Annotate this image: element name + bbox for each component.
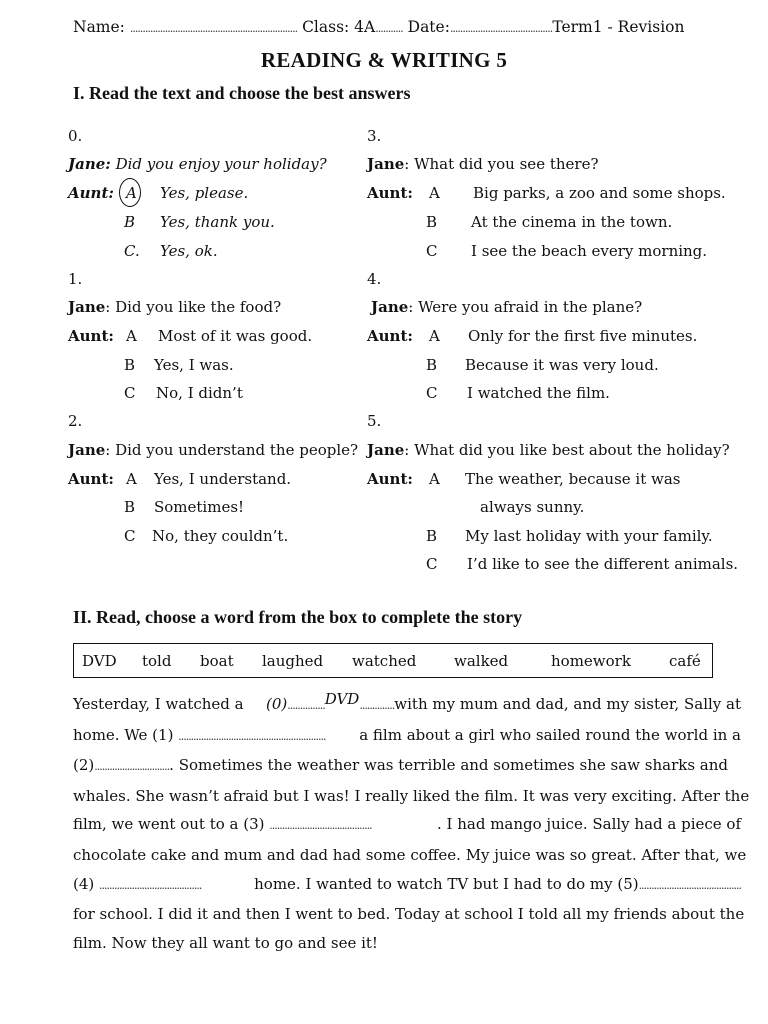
word-boat[interactable]: boat bbox=[200, 652, 234, 670]
q5-option-b-letter: B bbox=[426, 527, 438, 545]
q4-option-b-letter: B bbox=[426, 356, 438, 374]
word-watched[interactable]: watched bbox=[352, 652, 417, 670]
q1-question: Did you like the food? bbox=[115, 298, 282, 316]
section-1-heading: I. Read the text and choose the best answers bbox=[73, 83, 411, 103]
q4-option-a[interactable]: Only for the first five minutes. bbox=[468, 327, 698, 345]
q0-option-b[interactable]: Yes, thank you. bbox=[160, 213, 275, 231]
q0-question-line: Jane: Did you enjoy your holiday? bbox=[68, 155, 327, 173]
story-line: whales. She wasn’t afraid but I was! I really liked the film. It was very exciting. After the bbox=[73, 786, 750, 805]
word-walked[interactable]: walked bbox=[454, 652, 509, 670]
story-line: for school. I did it and then I went to bed. Today at school I told all my friends about the bbox=[73, 905, 745, 924]
page-title: READING & WRITING 5 bbox=[260, 48, 508, 72]
q1-option-b-letter: B bbox=[124, 356, 136, 374]
aunt-speaker: Aunt: bbox=[367, 470, 413, 488]
blank-1[interactable]: ........................................................... bbox=[178, 729, 326, 743]
blank-4[interactable]: ......................................... bbox=[99, 878, 202, 892]
aunt-speaker: Aunt: bbox=[367, 184, 413, 202]
q1-option-b[interactable]: Yes, I was. bbox=[154, 356, 234, 374]
story-line: home. We (1) ........................................................... a film about a girl who sailed round the world in a bbox=[73, 725, 741, 744]
q2-option-c[interactable]: No, they couldn’t. bbox=[152, 527, 289, 545]
word-homework[interactable]: homework bbox=[551, 652, 631, 670]
q1-question-line: Jane: Did you like the food? bbox=[68, 298, 282, 316]
q0-option-c[interactable]: Yes, ok. bbox=[160, 242, 218, 260]
q5-option-a[interactable]: The weather, because it was bbox=[465, 470, 681, 488]
q2-question-line: Jane: Did you understand the people? bbox=[68, 441, 359, 459]
q0-option-c-letter: C. bbox=[124, 242, 140, 260]
q3-option-b-letter: B bbox=[426, 213, 438, 231]
q3-option-a[interactable]: Big parks, a zoo and some shops. bbox=[473, 184, 726, 202]
word-cafe[interactable]: café bbox=[669, 652, 701, 670]
q1-option-c-letter: C bbox=[124, 384, 136, 402]
q3-number: 3. bbox=[367, 127, 382, 145]
q5-option-c[interactable]: I’d like to see the different animals. bbox=[467, 555, 739, 573]
q4-number: 4. bbox=[367, 270, 382, 288]
q3-option-a-letter: A bbox=[429, 184, 440, 202]
q5-option-a-letter: A bbox=[429, 470, 440, 488]
q1-number: 1. bbox=[68, 270, 83, 288]
q2-option-a[interactable]: Yes, I understand. bbox=[154, 470, 292, 488]
q0-question: Did you enjoy your holiday? bbox=[115, 155, 327, 173]
worksheet-header bbox=[73, 18, 684, 36]
q5-question-line: Jane: What did you like best about the holiday? bbox=[367, 441, 730, 459]
example-answer: DVD bbox=[324, 690, 360, 708]
q1-option-a-letter: A bbox=[126, 327, 137, 345]
q2-question: Did you understand the people? bbox=[115, 441, 359, 459]
q5-number: 5. bbox=[367, 412, 382, 430]
aunt-speaker: Aunt: bbox=[367, 327, 413, 345]
word-told[interactable]: told bbox=[142, 652, 172, 670]
section-2-heading: II. Read, choose a word from the box to complete the story bbox=[73, 607, 523, 627]
q4-option-c[interactable]: I watched the film. bbox=[467, 384, 610, 402]
q5-option-a-cont[interactable]: always sunny. bbox=[480, 498, 585, 516]
story-line: film. Now they all want to go and see it! bbox=[73, 933, 378, 952]
date-blank[interactable]: ......................................... bbox=[449, 22, 553, 35]
q4-question-line: Jane: Were you afraid in the plane? bbox=[371, 298, 643, 316]
term-label: Term1 - Revision bbox=[552, 18, 685, 36]
story-line: (4) ......................................... home. I wanted to watch TV but I had to do my (5)......................................... bbox=[73, 874, 741, 893]
q0-option-a[interactable]: Yes, please. bbox=[160, 184, 249, 202]
aunt-speaker: Aunt: bbox=[68, 470, 114, 488]
q1-option-c[interactable]: No, I didn’t bbox=[156, 384, 243, 402]
word-laughed[interactable]: laughed bbox=[262, 652, 324, 670]
date-label: Date: bbox=[407, 18, 450, 36]
q3-question-line: Jane: What did you see there? bbox=[367, 155, 599, 173]
q3-option-c-letter: C bbox=[426, 242, 438, 260]
q3-option-b[interactable]: At the cinema in the town. bbox=[471, 213, 673, 231]
story-line: Yesterday, I watched a (0)...............DVD..............with my mum and dad, and my sister, Sally at bbox=[73, 690, 741, 713]
aunt-speaker: Aunt: bbox=[68, 184, 114, 202]
q5-option-b[interactable]: My last holiday with your family. bbox=[465, 527, 713, 545]
class-label: Class: 4A bbox=[302, 18, 376, 36]
word-box bbox=[73, 643, 713, 678]
q2-option-c-letter: C bbox=[124, 527, 136, 545]
q0-option-b-letter: B bbox=[124, 213, 136, 231]
q2-number: 2. bbox=[68, 412, 83, 430]
q0-option-a-letter: A bbox=[126, 184, 137, 202]
q4-option-a-letter: A bbox=[429, 327, 440, 345]
word-dvd[interactable]: DVD bbox=[82, 652, 117, 670]
story-text bbox=[73, 690, 750, 957]
story-line: (2)............................... Sometimes the weather was terrible and sometimes she saw sharks and bbox=[73, 756, 729, 775]
q5-question: What did you like best about the holiday? bbox=[414, 441, 730, 459]
q2-option-a-letter: A bbox=[126, 470, 137, 488]
q5-option-c-letter: C bbox=[426, 555, 438, 573]
q1-option-a[interactable]: Most of it was good. bbox=[158, 327, 313, 345]
q4-question: Were you afraid in the plane? bbox=[418, 298, 643, 316]
class-blank[interactable]: ........... bbox=[375, 22, 403, 35]
q3-question: What did you see there? bbox=[414, 155, 599, 173]
blank-5[interactable]: ......................................... bbox=[638, 878, 741, 892]
q4-option-b[interactable]: Because it was very loud. bbox=[465, 356, 659, 374]
blank-2[interactable]: .............................. bbox=[94, 760, 170, 774]
q2-option-b[interactable]: Sometimes! bbox=[154, 498, 245, 516]
name-label: Name: bbox=[73, 18, 125, 36]
jane-speaker: Jane bbox=[68, 155, 106, 173]
q2-option-b-letter: B bbox=[124, 498, 136, 516]
q3-option-c[interactable]: I see the beach every morning. bbox=[471, 242, 708, 260]
story-line: chocolate cake and mum and dad had some coffee. My juice was so great. After that, we bbox=[73, 845, 747, 864]
aunt-speaker: Aunt: bbox=[68, 327, 114, 345]
q0-number: 0. bbox=[68, 127, 83, 145]
blank-3[interactable]: ......................................... bbox=[269, 819, 372, 833]
q4-option-c-letter: C bbox=[426, 384, 438, 402]
story-line: film, we went out to a (3) ......................................... . I had mango juice. Sally had a piece of bbox=[73, 815, 741, 834]
name-blank[interactable]: ................................................................... bbox=[129, 22, 298, 35]
